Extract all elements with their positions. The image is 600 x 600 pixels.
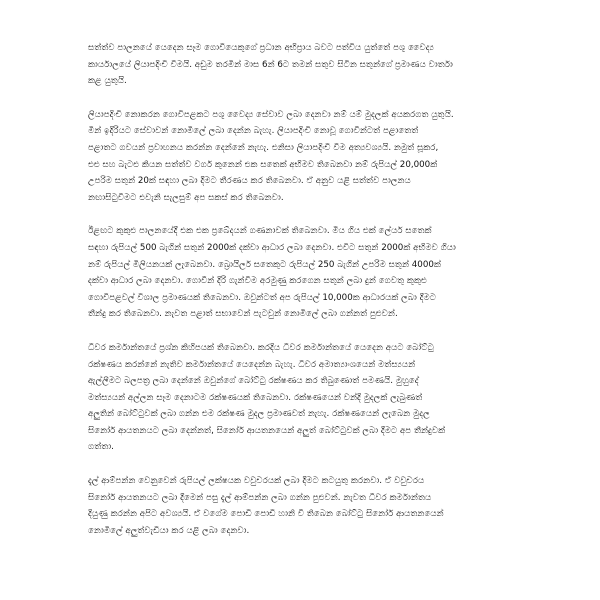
text-line: තීන්දු කර තිබෙනවා. නැවත පළාත් සභාවෙන් පැටවුන් නොමිලේ ලබා ගන්නත් පුළුවන්.	[88, 309, 398, 320]
text-line: ගොවිපළවල් විශාල ප්‍රමාණයක් තිබෙනවා. ඔවුන්ටත් අප රුපියල් 10,000ක ආධාරයක් ලබා දීමට	[88, 292, 436, 303]
paragraph-fisheries-insurance	[88, 340, 514, 456]
text-line: සත්ත්ව පාලනයේ යෙදෙන සෑම ගොවියෙකුගේ ප්‍රධාන අභිප්‍රාය බවට පත්විය යුත්තේ පශු වෛද්‍ය	[88, 43, 434, 53]
text-line: උපරිම සතුන් 20ක් සඳහා ලබා දීමට තීරණය කර තිබෙනවා. ඒ අනුව යළි සත්ත්ව පාලනය	[88, 176, 411, 187]
text-line: අලුතින් බෝට්ටුවක් ලබා ගන්න එම රක්ෂණ මුදල ප්‍රමාණවත් නැහැ. රක්ෂණයෙන් ලැබෙන මුදල	[88, 409, 430, 420]
text-line: දියුණු කරන්න අපිට අවශ්‍යයි. ඒ වගේම පොඩි පොඩි හානි වී තිබෙන බෝට්ටු සිනෝර් ආයතනයෙන්	[88, 509, 444, 520]
text-line: ධීවර කර්මාන්තයේ ප්‍රශ්න කිහිපයක් තිබෙනවා. කරදිය ධීවර කර්මාන්තයේ යෙදෙන අයට බෝට්ටු	[88, 342, 434, 353]
text-line: මින් ඉදිරියට සේවාවන් නොමිලේ ලබා දෙන්න බැහැ. ලියාපදිංචි නොවූ ගොවීන්ටත් පළාතෙත්	[88, 126, 419, 137]
text-line: සිනෝර් ආයතනයට ලබා දෙන්නත්, සිනෝර් ආයතනයෙන් අලුත් බෝට්ටුවක් ලබා දීමට අප තීන්දුවක්	[88, 425, 446, 436]
text-line: එළු සහ බැටළු කියන සත්ත්ව වර්ග කුනෙන් එක සතෙක් අභිමව තිබෙනවා නම් රුපියල් 20,000ක්	[88, 159, 438, 170]
text-line: ලියාපදිංචි නොකරන ගොවිපළකට පශු වෛද්‍ය සේවාව ලබා දෙනවා නම් යම් මුදලක් අයකරගත යුතුයි.	[88, 109, 454, 120]
text-line: නම් රුපියල් මිලියනයක් ලැබෙනවා. බ්‍රොයිලර් සතෙකුට රුපියල් 250 බැගින් උපරිම සතුන් 4000ක්	[88, 259, 441, 270]
text-line: නොමිලේ අලුත්වැඩියා කර යළි ලබා දෙනවා.	[88, 525, 250, 536]
article-body	[88, 40, 514, 539]
text-line: පළාතට ගවයන් ප්‍රවාහනය කරන්න දෙන්නේ නැහැ. එනිසා ලියාපදිංචි වීම අත්‍යවශ්‍යයි. නමුත් සූකර,	[88, 142, 439, 153]
text-line: ඇල්ලීමට බලපත්‍ර ලබා දෙන්නේ ඔවුන්ගේ බෝට්ටු රක්ෂණය කර තිබුණොත් පමණයි. මුහුදේ	[88, 376, 419, 387]
paragraph-livestock-registration	[88, 40, 514, 90]
paragraph-poultry-farming	[88, 223, 514, 323]
text-line: සඳහා රුපියල් 500 බැගින් සතුන් 2000ක් දක්වා ආධාර ලබා දෙනවා. එවිට සතුන් 2000ක් අභිමව ගියා	[88, 242, 456, 253]
paragraph-fishing-gear-vouchers	[88, 473, 514, 539]
paragraph-veterinary-services	[88, 107, 514, 207]
text-line: රක්ෂණය කරන්නේ නැතිව කර්මාන්තයේ යෙදෙන්න බැහැ. ධීවර අමාත්‍යාංශයෙන් මත්ස්‍යයන්	[88, 359, 416, 370]
text-line: දක්වා ආධාර ලබා දෙනවා. ගොවීන් දිරි ගැන්වීම අරමුණු කරගෙන සතුන් ලබා දුන් ගෙවතු කුකුළු	[88, 276, 427, 287]
text-line: ඊළඟට කුකුළු පාලනයේදී එක එක ප්‍රබේදයන් ගණනාවක් තිබෙනවා. මිය ගිය එක් ලේයර් සතෙක්	[88, 226, 432, 237]
text-line: සිනෝර් ආයතනයට ලබා දීමෙන් පසු දැල් ආම්පන්න ලබා ගන්න පුළුවන්. නැවත ධීවර කර්මාන්තය	[88, 492, 432, 503]
text-line: කළ යුතුයි.	[88, 76, 127, 87]
text-line: මත්ස්‍යයන් අල්ලන සෑම දෙනාටම රක්ෂණයක් තිබෙනවා. රක්ෂණයෙන් වන්දි මුදලක් ලැබුණත්	[88, 392, 423, 403]
text-line: දැල් ආම්පන්න වෙනුවෙන් රුපියල් ලක්ෂයක වවුචරයක් ලබා දීමට කටයුතු කරනවා. ඒ වවුචරය	[88, 476, 425, 487]
text-line: නඟාසිටුවීමට එවැනි සැලසුම් අප සකස් කර තිබෙනවා.	[88, 192, 284, 203]
text-line: ගත්තා.	[88, 442, 114, 453]
text-line: කාර්යාලයේ ලියාපදිංචි වීමයි. අඩුම තරමින් මාස 6න් 6ට තමන් සතුව සිටින සතුන්ගේ ප්‍රමාණය වාර්තා	[88, 59, 453, 70]
